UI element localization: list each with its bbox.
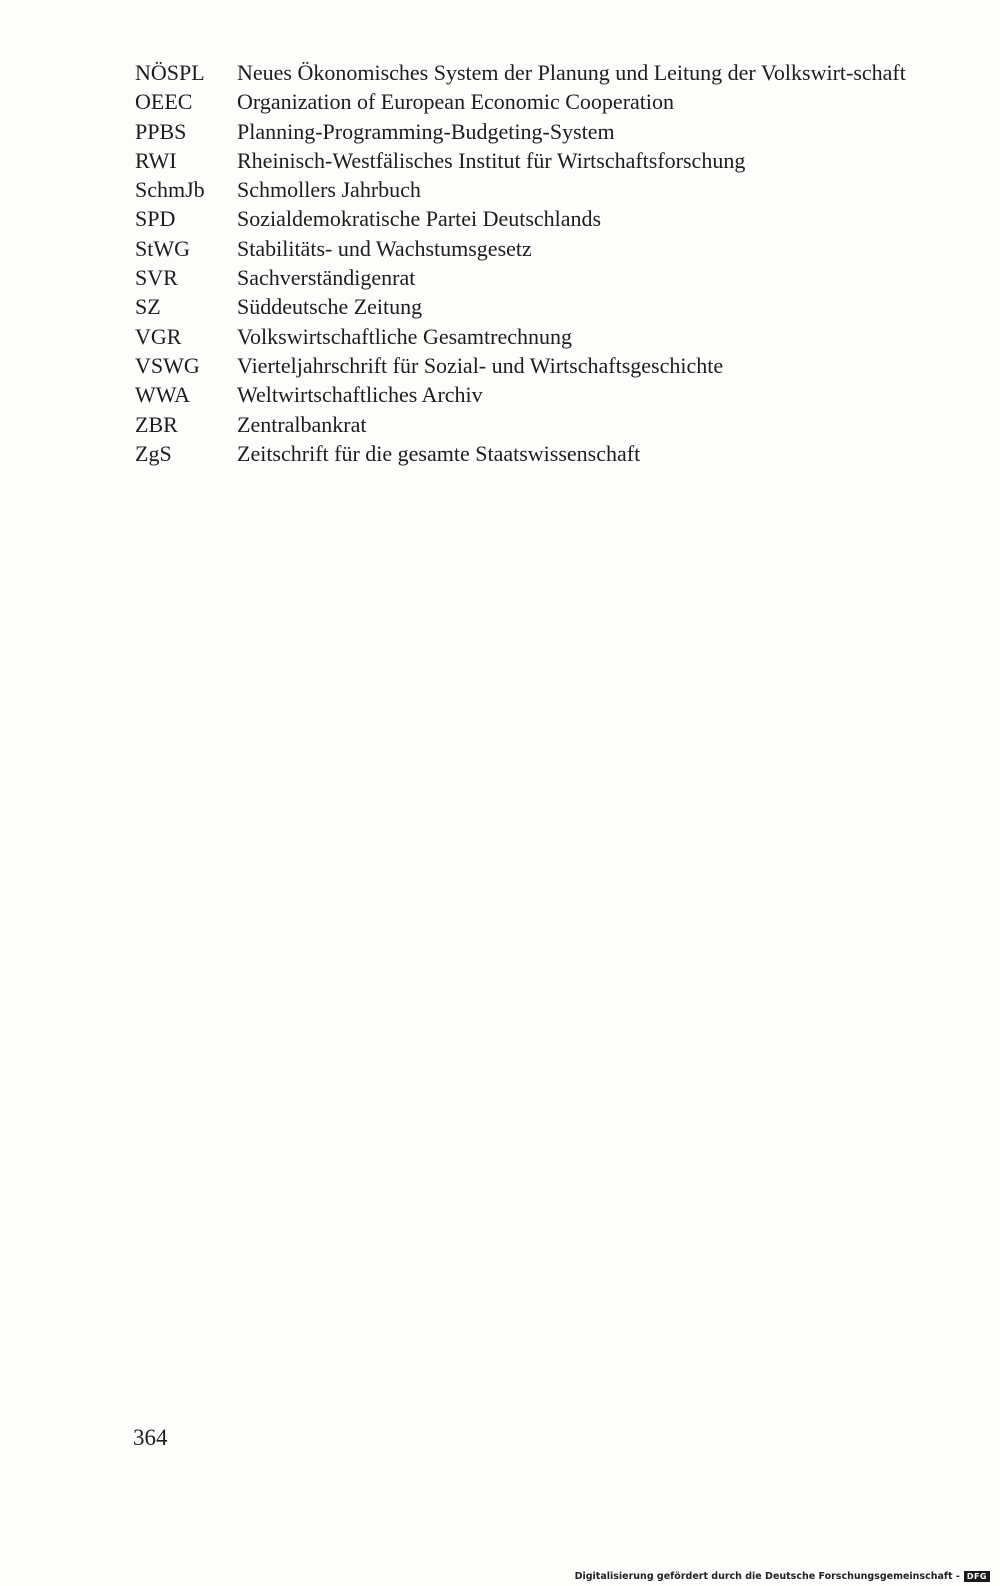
- abbreviation-description: Zentralbankrat: [237, 411, 367, 437]
- abbreviation-entry: [135, 351, 965, 380]
- abbreviation-entry: [135, 439, 965, 468]
- abbreviation-entry: [135, 234, 965, 263]
- digitization-footer: [575, 1571, 990, 1582]
- abbreviation-description: Zeitschrift für die gesamte Staatswissenschaft: [237, 440, 641, 466]
- abbreviation-description: Sozialdemokratische Partei Deutschlands: [237, 206, 602, 232]
- abbreviation-entry: [135, 58, 965, 87]
- abbreviation-description: Neues Ökonomisches System der Planung und Leitung der Volkswirt-schaft: [237, 60, 906, 85]
- abbreviation-entry: [135, 380, 965, 409]
- abbreviation-entry: [135, 292, 965, 321]
- dfg-logo: DFG: [964, 1571, 990, 1582]
- abbreviation-entry: [135, 204, 965, 233]
- abbreviation-list: [135, 58, 965, 468]
- footer-text: Digitalisierung gefördert durch die Deutsche Forschungsgemeinschaft -: [574, 1571, 960, 1582]
- abbreviation-term: VSWG: [135, 352, 200, 378]
- page-number: 364: [133, 1425, 168, 1450]
- abbreviation-entry: [135, 263, 965, 292]
- abbreviation-term: StWG: [135, 235, 190, 261]
- abbreviation-entry: [135, 322, 965, 351]
- abbreviation-entry: [135, 117, 965, 146]
- abbreviation-entry: [135, 146, 965, 175]
- abbreviation-description: Süddeutsche Zeitung: [237, 294, 423, 320]
- abbreviation-term: OEEC: [135, 89, 193, 115]
- abbreviation-description: Volkswirtschaftliche Gesamtrechnung: [237, 323, 573, 349]
- abbreviation-term: SPD: [135, 206, 176, 232]
- abbreviation-term: RWI: [135, 147, 177, 173]
- abbreviation-term: SVR: [135, 265, 178, 291]
- abbreviation-description: Organization of European Economic Cooperation: [237, 89, 675, 115]
- abbreviation-term: ZgS: [135, 440, 172, 466]
- abbreviation-term: ZBR: [135, 411, 178, 437]
- abbreviation-entry: [135, 175, 965, 204]
- abbreviation-description: Planning-Programming-Budgeting-System: [237, 118, 615, 144]
- abbreviation-term: SchmJb: [135, 177, 205, 203]
- abbreviation-term: WWA: [135, 382, 190, 408]
- abbreviation-description: Rheinisch-Westfälisches Institut für Wirtschaftsforschung: [237, 147, 746, 173]
- abbreviation-description: Schmollers Jahrbuch: [237, 177, 421, 203]
- abbreviation-term: SZ: [135, 294, 161, 320]
- abbreviation-term: PPBS: [135, 118, 187, 144]
- abbreviation-entry: [135, 87, 965, 116]
- abbreviation-description: Sachverständigenrat: [237, 265, 416, 291]
- abbreviation-entry: [135, 410, 965, 439]
- abbreviation-term: VGR: [135, 323, 182, 349]
- abbreviation-description: Stabilitäts- und Wachstumsgesetz: [237, 235, 532, 261]
- abbreviation-description: Weltwirtschaftliches Archiv: [237, 382, 483, 408]
- abbreviation-term: NÖSPL: [135, 60, 205, 85]
- abbreviation-description: Vierteljahrschrift für Sozial- und Wirtschaftsgeschichte: [237, 352, 724, 378]
